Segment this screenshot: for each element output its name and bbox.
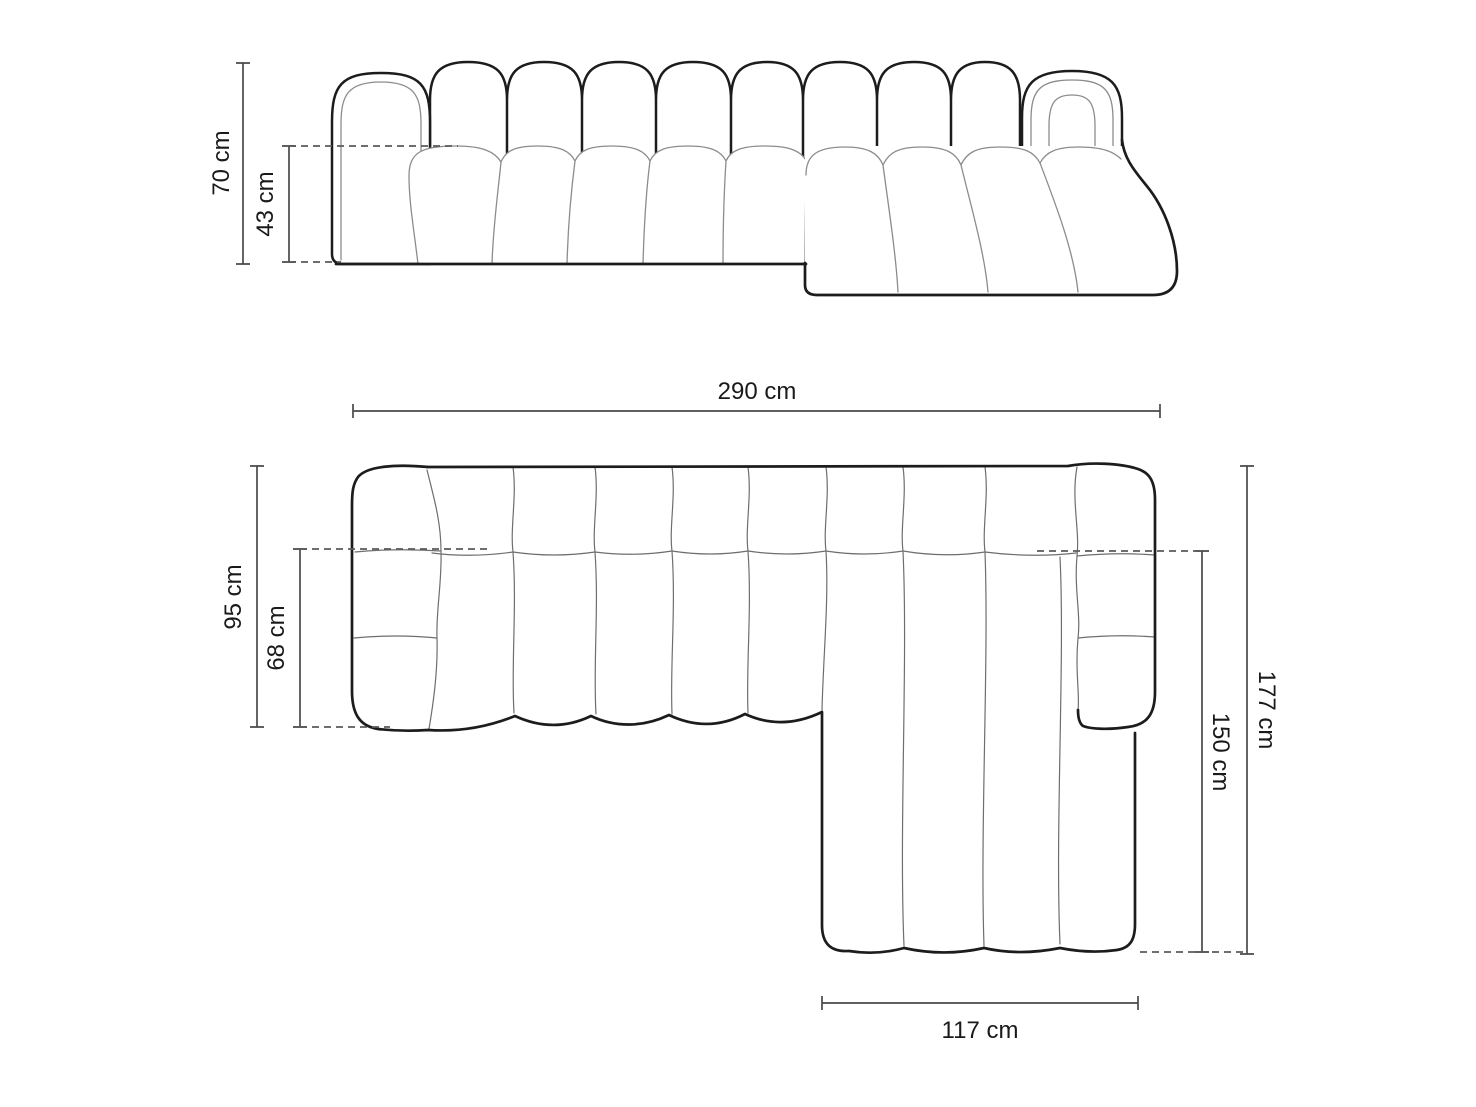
top-view-sofa (352, 464, 1155, 953)
dim-label-chaise-depth: 150 cm (1207, 712, 1234, 792)
dim-label-seat-depth: 68 cm (263, 605, 290, 671)
dim-label-body-depth: 95 cm (220, 564, 247, 630)
dim-label-seat-height: 43 cm (252, 171, 279, 237)
dim-label-overall-width: 290 cm (717, 378, 797, 405)
dim-label-chaise-width: 117 cm (941, 1017, 1019, 1044)
front-view-sofa (332, 62, 1177, 295)
dim-label-overall-height: 70 cm (208, 130, 235, 196)
front-chaise-fill (805, 140, 1177, 295)
plan-chaise-fill (822, 557, 1135, 952)
front-seat-cushions (409, 146, 806, 264)
dim-label-overall-depth: 177 cm (1253, 670, 1280, 750)
